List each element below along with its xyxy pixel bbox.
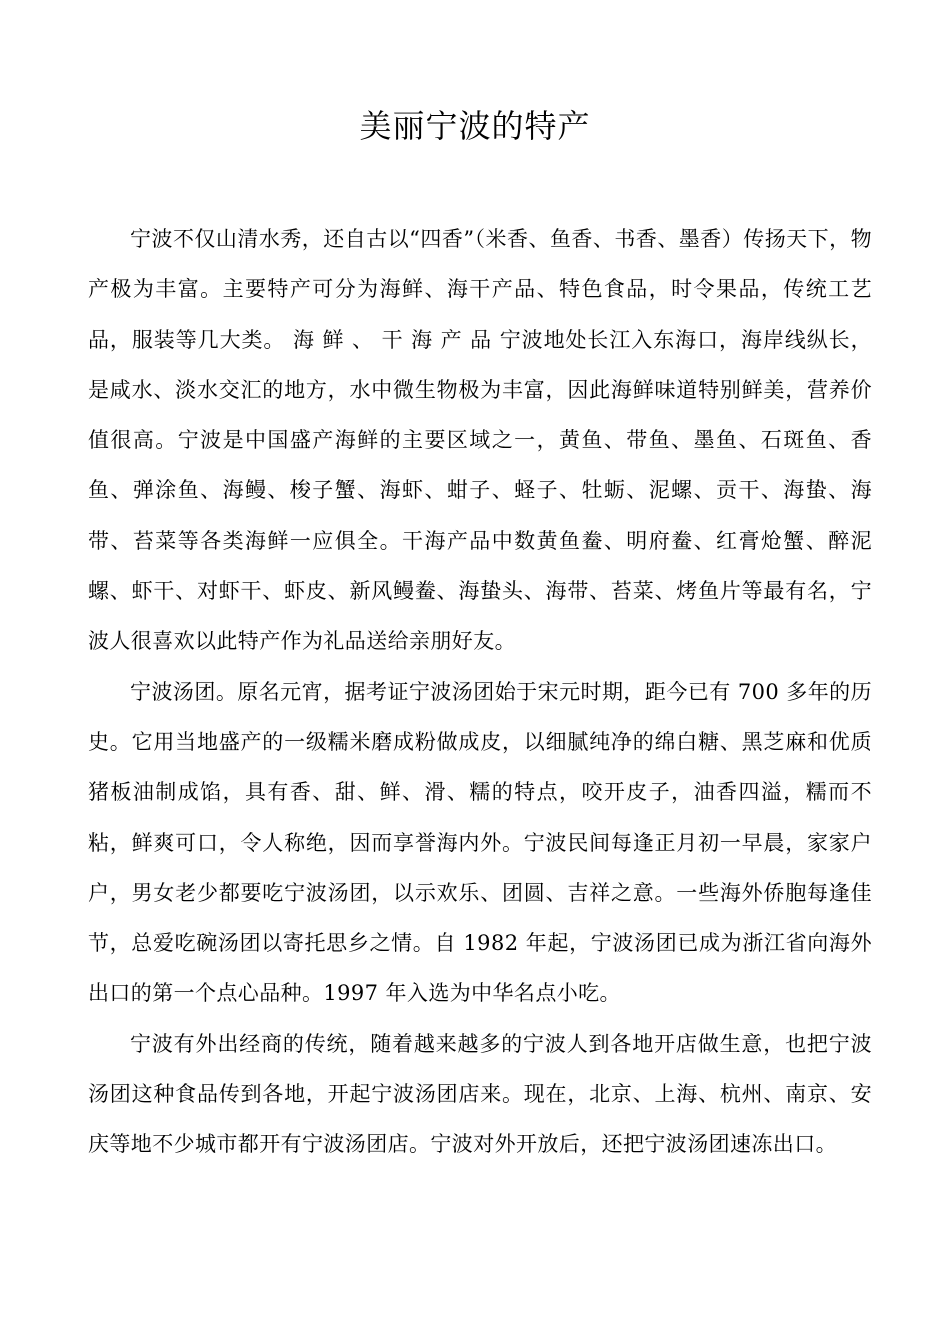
document-body — [88, 214, 872, 1170]
document-title: 美丽宁波的特产 — [359, 107, 591, 145]
paragraph-seafood: 宁波不仅山清水秀，还自古以“四香”（米香、鱼香、书香、墨香）传扬天下，物产极为丰富。主要特产可分为海鲜、海干产品、特色食品，时令果品，传统工艺品，服装等几大类。 海 鲜 、 干 海 产 品 宁波地处长江入东海口，海岸线纵长，是咸水、淡水交汇的地方，水中微生物极为丰富，因此海鲜味道特别鲜美，营养价值很高。宁波是中国盛产海鲜的主要区域之一，黄鱼、带鱼、墨鱼、石斑鱼、香鱼、弹涂鱼、海鳗、梭子蟹、海虾、蚶子、蛏子、牡蛎、泥螺、贡干、海蛰、海带、苔菜等各类海鲜一应俱全。干海产品中数黄鱼鲞、明府鲞、红膏炝蟹、醉泥螺、虾干、对虾干、虾皮、新风鳗鲞、海蛰头、海带、苔菜、烤鱼片等最有名，宁波人很喜欢以此特产作为礼品送给亲朋好友。 — [88, 227, 872, 654]
paragraph-tangtuan: 宁波汤团。原名元宵，据考证宁波汤团始于宋元时期，距今已有 700 多年的历史。它用当地盛产的一级糯米磨成粉做成皮，以细腻纯净的绵白糖、黑芝麻和优质猪板油制成馅，具有香、甜、鲜、滑、糯的特点，咬开皮子，油香四溢，糯而不粘，鲜爽可口，令人称绝，因而享誉海内外。宁波民间每逢正月初一早晨，家家户户，男女老少都要吃宁波汤团，以示欢乐、团圆、吉祥之意。一些海外侨胞每逢佳节，总爱吃碗汤团以寄托思乡之情。自 1982 年起，宁波汤团已成为浙江省向海外出口的第一个点心品种。1997 年入选为中华名点小吃。 — [88, 679, 872, 1006]
paragraph-tangtuan-shops: 宁波有外出经商的传统，随着越来越多的宁波人到各地开店做生意，也把宁波汤团这种食品传到各地，开起宁波汤团店来。现在，北京、上海、杭州、南京、安庆等地不少城市都开有宁波汤团店。宁波对外开放后，还把宁波汤团速冻出口。 — [88, 1031, 872, 1157]
